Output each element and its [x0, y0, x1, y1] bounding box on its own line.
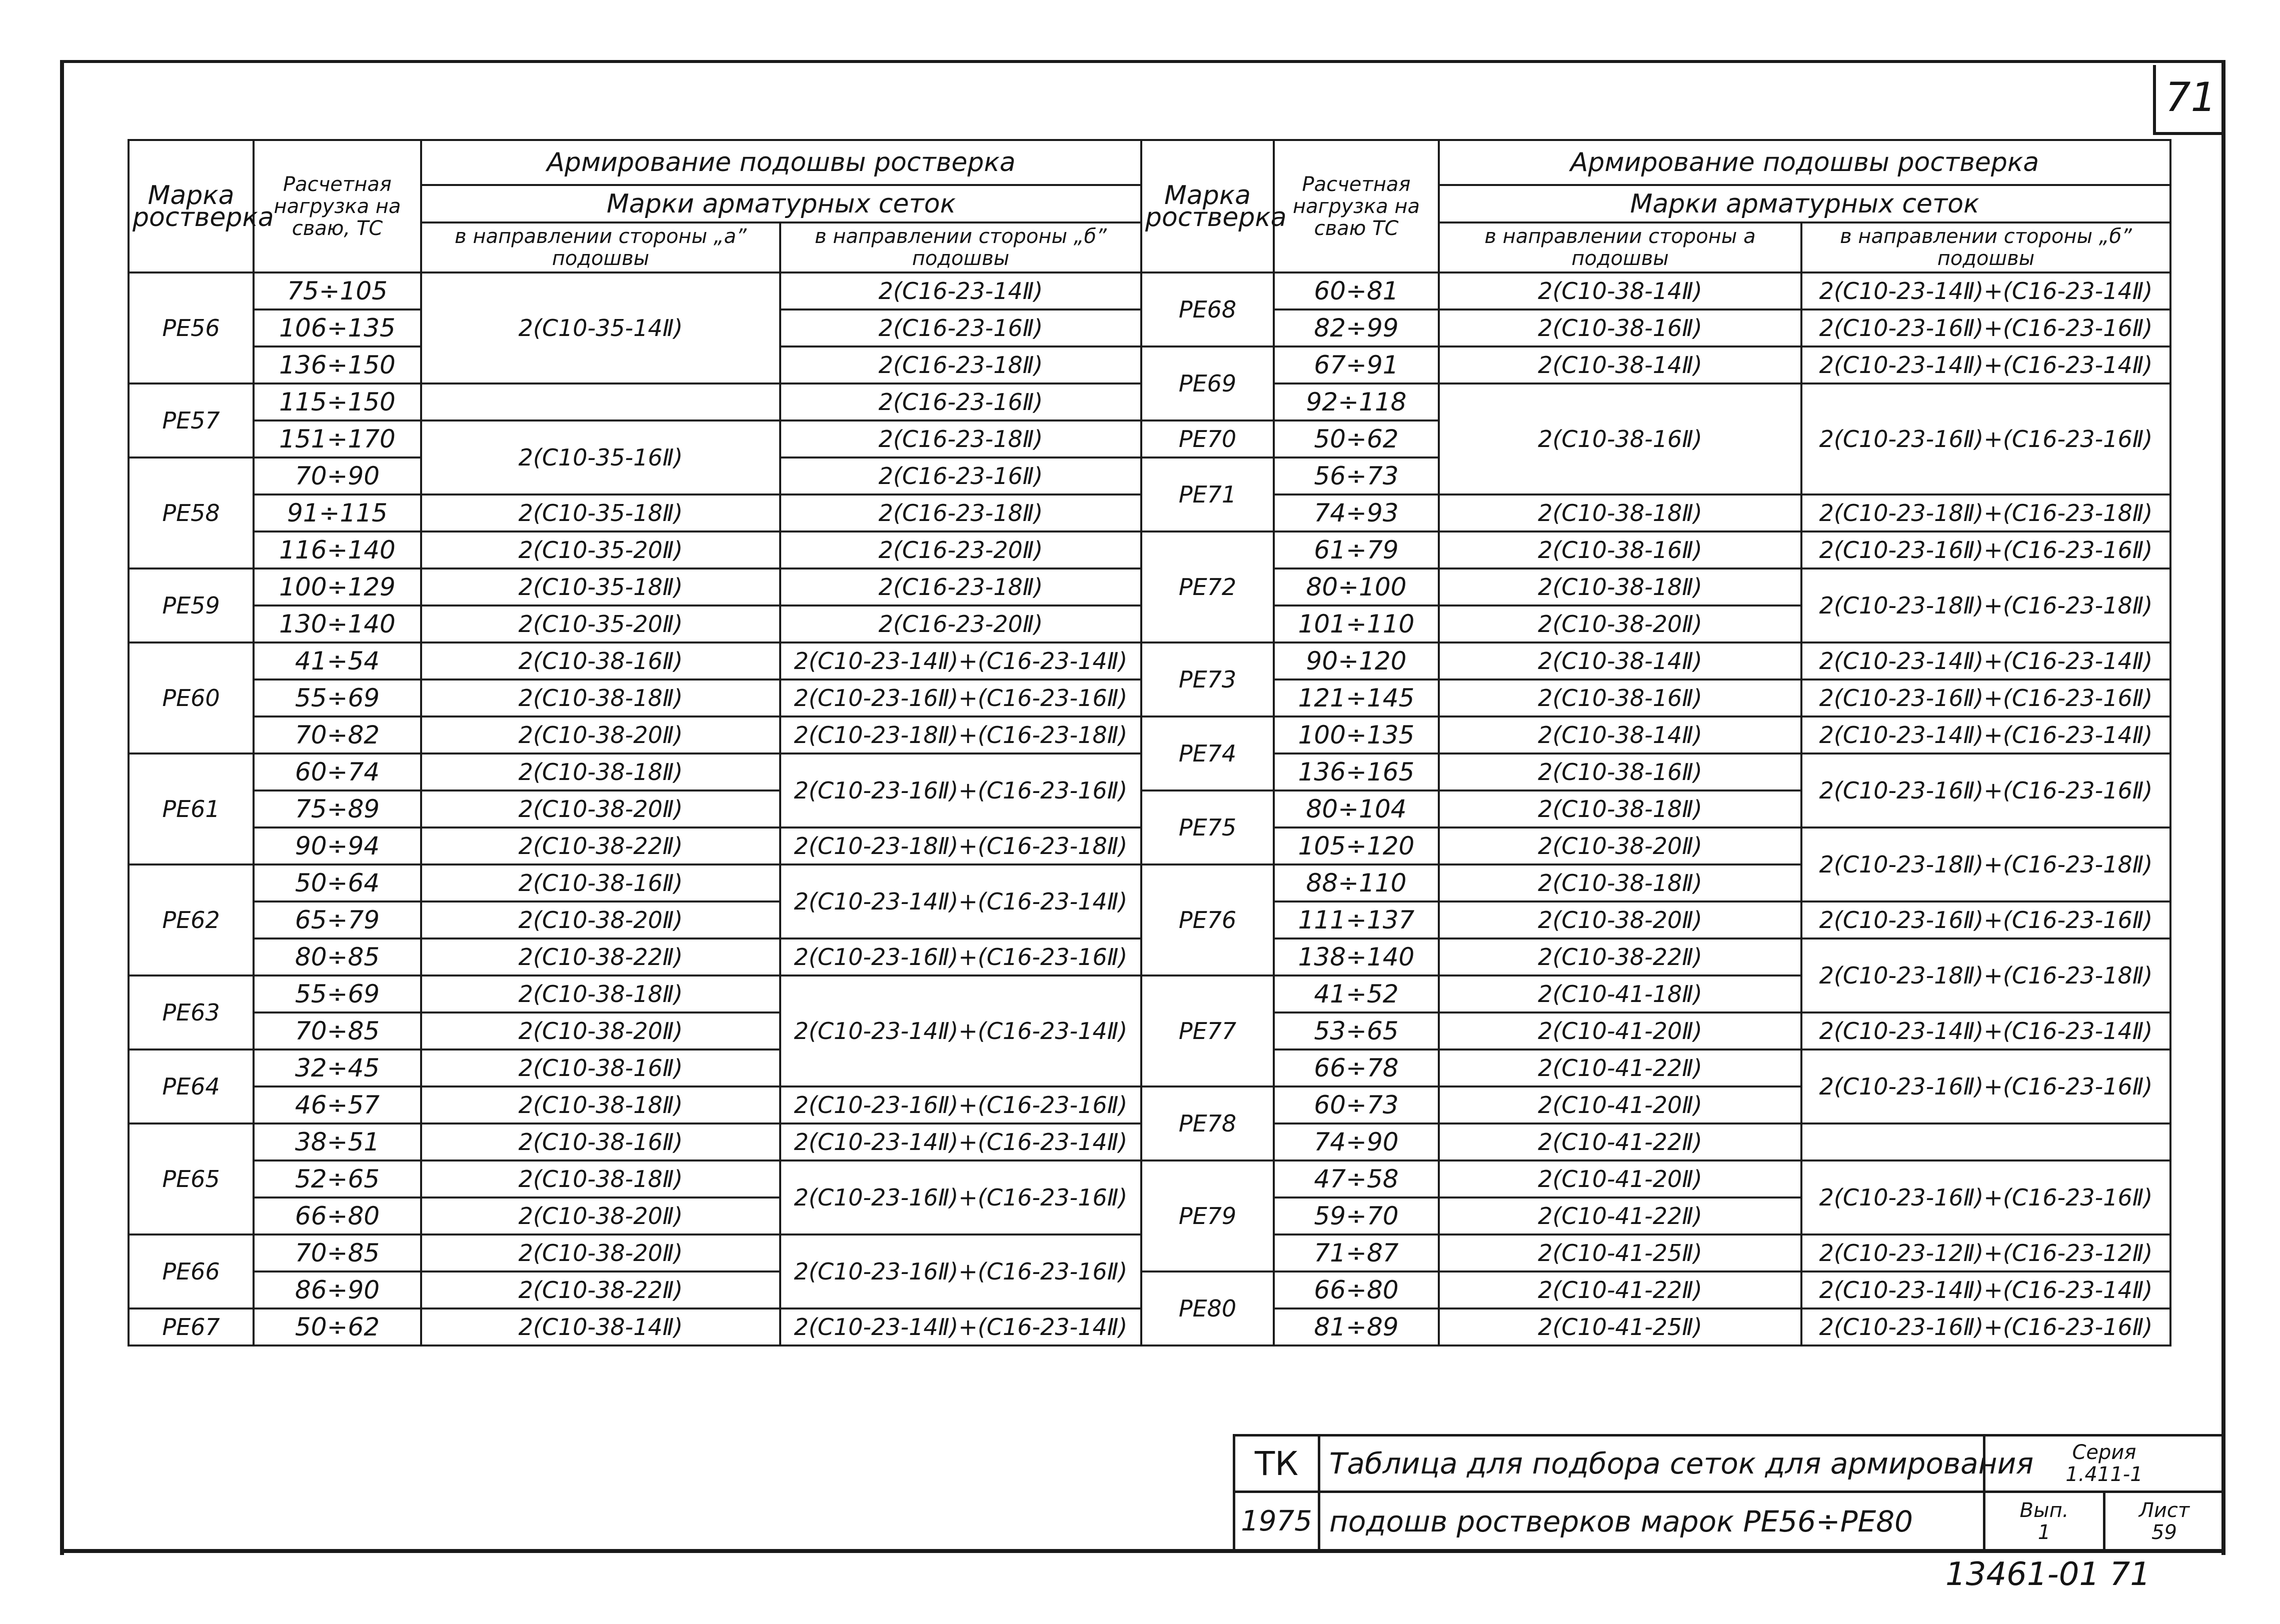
table-row [129, 272, 1141, 310]
title-line-1: Таблица для подбора сеток для армирования [1318, 1434, 1985, 1493]
mark-cell: PE68 [1141, 272, 1274, 346]
mark-cell: PE74 [1141, 716, 1274, 790]
col-header-load: Расчетная нагрузка на сваю ТС [1274, 140, 1439, 272]
load-cell: 46÷57 [254, 1086, 421, 1124]
mesh-direction-b-cell: 2(C10-23-14Ⅱ)+(C16-23-14Ⅱ) [780, 1124, 1141, 1160]
mesh-direction-a-cell: 2(C10-38-22Ⅱ) [1439, 938, 1801, 976]
mesh-direction-b-cell: 2(C16-23-16Ⅱ) [780, 310, 1141, 346]
mesh-direction-a-cell: 2(C10-38-14Ⅱ) [1439, 346, 1801, 384]
mark-cell: PE61 [129, 754, 254, 864]
mesh-direction-a-cell: 2(C10-38-20Ⅱ) [421, 1012, 780, 1050]
table-row [129, 420, 1141, 458]
mesh-direction-b-cell: 2(C16-23-20Ⅱ) [780, 532, 1141, 568]
mesh-direction-a-cell: 2(C10-41-20Ⅱ) [1439, 1012, 1801, 1050]
load-cell: 61÷79 [1274, 532, 1439, 568]
table-row [129, 716, 1141, 754]
mesh-direction-a-cell: 2(C10-38-18Ⅱ) [421, 976, 780, 1012]
table-row [129, 754, 1141, 790]
table-row [1141, 1234, 2170, 1272]
mark-cell: PE66 [129, 1234, 254, 1308]
mesh-direction-b-cell: 2(C10-23-14Ⅱ)+(C16-23-14Ⅱ) [1801, 1012, 2170, 1050]
table-row [129, 828, 1141, 864]
mesh-direction-a-cell: 2(C10-41-20Ⅱ) [1439, 1160, 1801, 1198]
mesh-direction-a-cell: 2(C10-41-20Ⅱ) [1439, 1086, 1801, 1124]
table-row [1141, 568, 2170, 606]
mesh-direction-b-cell: 2(C10-23-14Ⅱ)+(C16-23-14Ⅱ) [780, 864, 1141, 938]
mesh-direction-b-cell: 2(C10-23-16Ⅱ)+(C16-23-16Ⅱ) [1801, 384, 2170, 494]
mesh-direction-a-cell: 2(C10-41-22Ⅱ) [1439, 1124, 1801, 1160]
table-row [129, 642, 1141, 680]
load-cell: 60÷73 [1274, 1086, 1439, 1124]
mesh-direction-b-cell: 2(C10-23-16Ⅱ)+(C16-23-16Ⅱ) [780, 1234, 1141, 1308]
mesh-direction-a-cell: 2(C10-38-18Ⅱ) [421, 1086, 780, 1124]
sheet-label: Лист [2138, 1498, 2190, 1522]
load-cell: 92÷118 [1274, 384, 1439, 420]
mesh-direction-b-cell: 2(C10-23-18Ⅱ)+(C16-23-18Ⅱ) [1801, 494, 2170, 532]
load-cell: 75÷105 [254, 272, 421, 310]
load-cell: 70÷85 [254, 1012, 421, 1050]
archive-stamp: 13461-01 71 [1945, 1556, 2150, 1593]
mesh-direction-a-cell: 2(C10-38-18Ⅱ) [1439, 790, 1801, 828]
mesh-direction-a-cell: 2(C10-38-16Ⅱ) [421, 642, 780, 680]
table-row [1141, 494, 2170, 532]
table-row [129, 384, 1141, 420]
load-cell: 41÷54 [254, 642, 421, 680]
left-table [128, 139, 1142, 1346]
mesh-direction-a-cell: 2(C10-38-18Ⅱ) [1439, 494, 1801, 532]
mesh-direction-a-cell: 2(C10-35-14Ⅱ) [421, 272, 780, 384]
load-cell: 80÷85 [254, 938, 421, 976]
mesh-direction-a-cell: 2(C10-38-22Ⅱ) [421, 828, 780, 864]
mark-cell: PE80 [1141, 1272, 1274, 1346]
mesh-direction-b-cell: 2(C16-23-18Ⅱ) [780, 568, 1141, 606]
load-cell: 50÷62 [254, 1308, 421, 1346]
load-cell: 65÷79 [254, 902, 421, 938]
mesh-direction-b-cell: 2(C10-23-18Ⅱ)+(C16-23-18Ⅱ) [1801, 828, 2170, 902]
series-value: 1.411-1 [2065, 1463, 2143, 1486]
volume-cell [1983, 1490, 2105, 1552]
mesh-direction-a-cell: 2(C10-38-20Ⅱ) [421, 1234, 780, 1272]
mesh-direction-b-cell: 2(C10-23-18Ⅱ)+(C16-23-18Ⅱ) [780, 716, 1141, 754]
mesh-direction-a-cell: 2(C10-35-16Ⅱ) [421, 420, 780, 494]
mesh-direction-b-cell: 2(C10-23-14Ⅱ)+(C16-23-14Ⅱ) [1801, 272, 2170, 310]
mesh-direction-a-cell: 2(C10-35-20Ⅱ) [421, 532, 780, 568]
mark-cell: PE75 [1141, 790, 1274, 864]
table-row [1141, 938, 2170, 976]
col-header-direction-a: в направлении стороны a подошвы [1439, 222, 1801, 272]
title-block [1233, 1434, 2225, 1552]
load-cell: 50÷64 [254, 864, 421, 902]
table-row [1141, 384, 2170, 420]
mark-cell: PE71 [1141, 458, 1274, 532]
mesh-direction-a-cell: 2(C10-38-20Ⅱ) [1439, 606, 1801, 642]
title-line-2: подошв ростверков марок PE56÷PE80 [1318, 1490, 1985, 1552]
mark-cell: PE60 [129, 642, 254, 754]
table-row [1141, 310, 2170, 346]
mark-cell: PE57 [129, 384, 254, 458]
table-row [129, 864, 1141, 902]
table-row [129, 568, 1141, 606]
mesh-direction-a-cell: 2(C10-38-20Ⅱ) [1439, 902, 1801, 938]
col-header-mesh-marks: Марки арматурных сеток [421, 185, 1141, 222]
mark-cell: PE62 [129, 864, 254, 976]
mesh-direction-a-cell: 2(C10-41-22Ⅱ) [1439, 1272, 1801, 1308]
load-cell: 66÷80 [1274, 1272, 1439, 1308]
table-row [1141, 680, 2170, 716]
mesh-direction-b-cell: 2(C10-23-16Ⅱ)+(C16-23-16Ⅱ) [780, 1160, 1141, 1234]
left-table-body [129, 272, 1141, 1346]
load-cell: 74÷90 [1274, 1124, 1439, 1160]
mesh-direction-b-cell: 2(C16-23-18Ⅱ) [780, 494, 1141, 532]
col-header-load: Расчетная нагрузка на сваю, ТС [254, 140, 421, 272]
table-row [129, 1086, 1141, 1124]
col-header-reinforcement: Армирование подошвы ростверка [421, 140, 1141, 185]
load-cell: 70÷85 [254, 1234, 421, 1272]
mesh-direction-a-cell: 2(C10-38-16Ⅱ) [1439, 384, 1801, 494]
load-cell: 86÷90 [254, 1272, 421, 1308]
col-header-reinforcement: Армирование подошвы ростверка [1439, 140, 2170, 185]
mesh-direction-b-cell: 2(C10-23-14Ⅱ)+(C16-23-14Ⅱ) [780, 1308, 1141, 1346]
mesh-direction-b-cell: 2(C10-23-16Ⅱ)+(C16-23-16Ⅱ) [780, 680, 1141, 716]
load-cell: 116÷140 [254, 532, 421, 568]
right-table [1140, 139, 2171, 1346]
year-cell: 1975 [1233, 1490, 1320, 1552]
table-row [129, 1124, 1141, 1160]
load-cell: 56÷73 [1274, 458, 1439, 494]
load-cell: 47÷58 [1274, 1160, 1439, 1198]
load-cell: 82÷99 [1274, 310, 1439, 346]
frame-bottom-line [60, 1549, 1233, 1553]
mark-cell: PE70 [1141, 420, 1274, 458]
load-cell: 66÷78 [1274, 1050, 1439, 1086]
load-cell: 106÷135 [254, 310, 421, 346]
table-row [1141, 754, 2170, 790]
mesh-direction-b-cell: 2(C10-23-16Ⅱ)+(C16-23-16Ⅱ) [780, 1086, 1141, 1124]
mesh-direction-b-cell: 2(C10-23-12Ⅱ)+(C16-23-12Ⅱ) [1801, 1234, 2170, 1272]
load-cell: 90÷120 [1274, 642, 1439, 680]
mark-cell: PE63 [129, 976, 254, 1050]
table-row [1141, 1050, 2170, 1086]
table-row [129, 1308, 1141, 1346]
mesh-direction-a-cell: 2(C10-38-14Ⅱ) [1439, 716, 1801, 754]
mesh-direction-a-cell: 2(C10-38-22Ⅱ) [421, 1272, 780, 1308]
mesh-direction-b-cell: 2(C10-23-18Ⅱ)+(C16-23-18Ⅱ) [780, 828, 1141, 864]
mesh-direction-b-cell: 2(C10-23-18Ⅱ)+(C16-23-18Ⅱ) [1801, 568, 2170, 642]
table-row [129, 1160, 1141, 1198]
table-row [1141, 716, 2170, 754]
load-cell: 53÷65 [1274, 1012, 1439, 1050]
mesh-direction-b-cell: 2(C10-23-16Ⅱ)+(C16-23-16Ⅱ) [780, 938, 1141, 976]
mesh-direction-a-cell: 2(C10-38-14Ⅱ) [421, 1308, 780, 1346]
mesh-direction-b-cell: 2(C10-23-14Ⅱ)+(C16-23-14Ⅱ) [780, 642, 1141, 680]
mesh-direction-a-cell: 2(C10-41-25Ⅱ) [1439, 1308, 1801, 1346]
table-row [1141, 1012, 2170, 1050]
sheet-value: 59 [2151, 1520, 2177, 1544]
mark-cell: PE56 [129, 272, 254, 384]
mesh-direction-b-cell [1801, 1124, 2170, 1160]
load-cell: 75÷89 [254, 790, 421, 828]
volume-label: Вып. [2019, 1498, 2069, 1522]
col-header-direction-b: в направлении стороны „б” подошвы [1801, 222, 2170, 272]
load-cell: 32÷45 [254, 1050, 421, 1086]
table-row [1141, 1160, 2170, 1198]
mesh-direction-a-cell: 2(C10-38-20Ⅱ) [421, 1198, 780, 1234]
load-cell: 105÷120 [1274, 828, 1439, 864]
col-header-mesh-marks: Марки арматурных сеток [1439, 185, 2170, 222]
mark-cell: PE58 [129, 458, 254, 568]
mesh-direction-a-cell: 2(C10-38-16Ⅱ) [1439, 532, 1801, 568]
table-row [129, 606, 1141, 642]
mesh-direction-b-cell: 2(C10-23-14Ⅱ)+(C16-23-14Ⅱ) [1801, 1272, 2170, 1308]
mesh-direction-b-cell: 2(C16-23-20Ⅱ) [780, 606, 1141, 642]
load-cell: 100÷135 [1274, 716, 1439, 754]
mesh-direction-b-cell: 2(C10-23-18Ⅱ)+(C16-23-18Ⅱ) [1801, 938, 2170, 1012]
mesh-direction-b-cell: 2(C10-23-14Ⅱ)+(C16-23-14Ⅱ) [1801, 642, 2170, 680]
mesh-direction-b-cell: 2(C10-23-16Ⅱ)+(C16-23-16Ⅱ) [1801, 1160, 2170, 1234]
mesh-direction-a-cell: 2(C10-41-25Ⅱ) [1439, 1234, 1801, 1272]
load-cell: 52÷65 [254, 1160, 421, 1198]
load-cell: 138÷140 [1274, 938, 1439, 976]
mesh-direction-b-cell: 2(C10-23-16Ⅱ)+(C16-23-16Ⅱ) [1801, 532, 2170, 568]
mesh-direction-a-cell: 2(C10-38-16Ⅱ) [421, 1124, 780, 1160]
load-cell: 121÷145 [1274, 680, 1439, 716]
mesh-direction-a-cell: 2(C10-38-18Ⅱ) [1439, 864, 1801, 902]
mesh-direction-a-cell: 2(C10-35-20Ⅱ) [421, 606, 780, 642]
load-cell: 80÷100 [1274, 568, 1439, 606]
table-row [1141, 346, 2170, 384]
table-row [1141, 1308, 2170, 1346]
load-cell: 67÷91 [1274, 346, 1439, 384]
mesh-direction-b-cell: 2(C10-23-14Ⅱ)+(C16-23-14Ⅱ) [1801, 346, 2170, 384]
mesh-direction-a-cell: 2(C10-38-16Ⅱ) [421, 864, 780, 902]
mesh-direction-b-cell: 2(C10-23-16Ⅱ)+(C16-23-16Ⅱ) [1801, 902, 2170, 938]
mark-cell: PE76 [1141, 864, 1274, 976]
table-row [1141, 1272, 2170, 1308]
mark-cell: PE72 [1141, 532, 1274, 642]
load-cell: 90÷94 [254, 828, 421, 864]
mesh-direction-a-cell: 2(C10-38-16Ⅱ) [1439, 310, 1801, 346]
load-cell: 88÷110 [1274, 864, 1439, 902]
col-header-mark: Марка ростверка [129, 140, 254, 272]
mesh-direction-a-cell: 2(C10-38-18Ⅱ) [421, 754, 780, 790]
mark-cell: PE73 [1141, 642, 1274, 716]
mesh-direction-a-cell: 2(C10-38-20Ⅱ) [421, 790, 780, 828]
mesh-direction-b-cell: 2(C16-23-16Ⅱ) [780, 384, 1141, 420]
table-row [1141, 272, 2170, 310]
mark-cell: PE64 [129, 1050, 254, 1124]
right-table-body [1141, 272, 2170, 1346]
mesh-direction-a-cell: 2(C10-38-16Ⅱ) [421, 1050, 780, 1086]
load-cell: 81÷89 [1274, 1308, 1439, 1346]
load-cell: 100÷129 [254, 568, 421, 606]
mesh-direction-b-cell: 2(C10-23-14Ⅱ)+(C16-23-14Ⅱ) [780, 976, 1141, 1086]
col-header-direction-a: в направлении стороны „a” подошвы [421, 222, 780, 272]
sheet-cell [2103, 1490, 2225, 1552]
table-row [1141, 532, 2170, 568]
mesh-direction-a-cell: 2(C10-38-16Ⅱ) [1439, 680, 1801, 716]
load-cell: 71÷87 [1274, 1234, 1439, 1272]
mark-cell: PE59 [129, 568, 254, 642]
table-row [129, 1234, 1141, 1272]
mesh-direction-a-cell: 2(C10-41-22Ⅱ) [1439, 1198, 1801, 1234]
load-cell: 55÷69 [254, 680, 421, 716]
mesh-direction-a-cell: 2(C10-38-20Ⅱ) [1439, 828, 1801, 864]
mesh-direction-a-cell: 2(C10-38-20Ⅱ) [421, 902, 780, 938]
mark-cell: PE65 [129, 1124, 254, 1234]
load-cell: 101÷110 [1274, 606, 1439, 642]
mesh-direction-a-cell [421, 384, 780, 420]
mesh-direction-b-cell: 2(C10-23-16Ⅱ)+(C16-23-16Ⅱ) [1801, 1050, 2170, 1124]
mesh-direction-b-cell: 2(C10-23-16Ⅱ)+(C16-23-16Ⅱ) [780, 754, 1141, 828]
load-cell: 50÷62 [1274, 420, 1439, 458]
mesh-direction-b-cell: 2(C16-23-16Ⅱ) [780, 458, 1141, 494]
load-cell: 59÷70 [1274, 1198, 1439, 1234]
mesh-direction-a-cell: 2(C10-38-14Ⅱ) [1439, 272, 1801, 310]
mesh-direction-b-cell: 2(C16-23-18Ⅱ) [780, 346, 1141, 384]
mesh-direction-b-cell: 2(C10-23-16Ⅱ)+(C16-23-16Ⅱ) [1801, 680, 2170, 716]
load-cell: 130÷140 [254, 606, 421, 642]
series-cell [1983, 1434, 2225, 1493]
load-cell: 38÷51 [254, 1124, 421, 1160]
mark-cell: PE67 [129, 1308, 254, 1346]
table-row [129, 494, 1141, 532]
mesh-direction-b-cell: 2(C10-23-16Ⅱ)+(C16-23-16Ⅱ) [1801, 754, 2170, 828]
load-cell: 80÷104 [1274, 790, 1439, 828]
mesh-direction-a-cell: 2(C10-35-18Ⅱ) [421, 494, 780, 532]
mesh-direction-b-cell: 2(C16-23-14Ⅱ) [780, 272, 1141, 310]
load-cell: 60÷81 [1274, 272, 1439, 310]
mesh-direction-a-cell: 2(C10-41-22Ⅱ) [1439, 1050, 1801, 1086]
mark-cell: PE79 [1141, 1160, 1274, 1272]
mesh-direction-a-cell: 2(C10-38-18Ⅱ) [421, 680, 780, 716]
table-row [129, 532, 1141, 568]
load-cell: 41÷52 [1274, 976, 1439, 1012]
mesh-direction-a-cell: 2(C10-38-16Ⅱ) [1439, 754, 1801, 790]
mesh-direction-a-cell: 2(C10-38-22Ⅱ) [421, 938, 780, 976]
table-row [1141, 828, 2170, 864]
mesh-direction-a-cell: 2(C10-38-20Ⅱ) [421, 716, 780, 754]
mark-cell: PE69 [1141, 346, 1274, 420]
col-header-mark: Марка ростверка [1141, 140, 1274, 272]
mark-cell: PE77 [1141, 976, 1274, 1086]
mesh-direction-b-cell: 2(C10-23-16Ⅱ)+(C16-23-16Ⅱ) [1801, 1308, 2170, 1346]
load-cell: 136÷165 [1274, 754, 1439, 790]
volume-value: 1 [2037, 1520, 2051, 1544]
load-cell: 115÷150 [254, 384, 421, 420]
load-cell: 66÷80 [254, 1198, 421, 1234]
mesh-direction-a-cell: 2(C10-38-14Ⅱ) [1439, 642, 1801, 680]
table-row [129, 938, 1141, 976]
load-cell: 74÷93 [1274, 494, 1439, 532]
load-cell: 151÷170 [254, 420, 421, 458]
table-row [129, 680, 1141, 716]
load-cell: 91÷115 [254, 494, 421, 532]
load-cell: 111÷137 [1274, 902, 1439, 938]
mesh-direction-a-cell: 2(C10-41-18Ⅱ) [1439, 976, 1801, 1012]
org-cell: ТК [1233, 1434, 1320, 1493]
series-label: Серия [2072, 1441, 2136, 1464]
mesh-direction-b-cell: 2(C16-23-18Ⅱ) [780, 420, 1141, 458]
load-cell: 136÷150 [254, 346, 421, 384]
table-row [1141, 902, 2170, 938]
mesh-direction-a-cell: 2(C10-38-18Ⅱ) [1439, 568, 1801, 606]
mark-cell: PE78 [1141, 1086, 1274, 1160]
sheet-number: 71 [2153, 65, 2225, 135]
mesh-direction-a-cell: 2(C10-38-18Ⅱ) [421, 1160, 780, 1198]
load-cell: 55÷69 [254, 976, 421, 1012]
load-cell: 70÷90 [254, 458, 421, 494]
mesh-direction-b-cell: 2(C10-23-16Ⅱ)+(C16-23-16Ⅱ) [1801, 310, 2170, 346]
table-row [129, 976, 1141, 1012]
load-cell: 60÷74 [254, 754, 421, 790]
table-row [1141, 1124, 2170, 1160]
load-cell: 70÷82 [254, 716, 421, 754]
mesh-direction-b-cell: 2(C10-23-14Ⅱ)+(C16-23-14Ⅱ) [1801, 716, 2170, 754]
mesh-direction-a-cell: 2(C10-35-18Ⅱ) [421, 568, 780, 606]
col-header-direction-b: в направлении стороны „б” подошвы [780, 222, 1141, 272]
table-row [1141, 642, 2170, 680]
